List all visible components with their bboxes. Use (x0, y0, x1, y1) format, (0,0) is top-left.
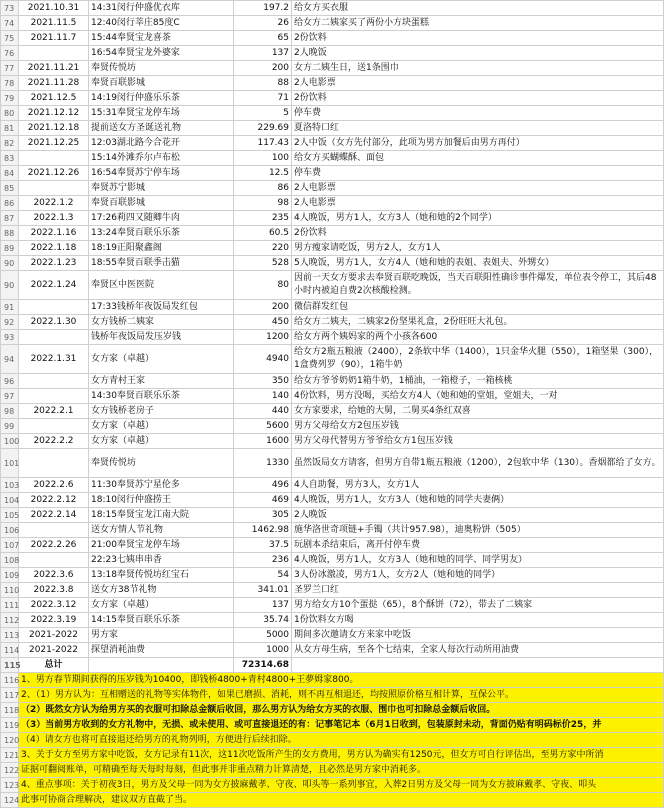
event-cell[interactable]: 16:54奉贤宝龙外婆家 (89, 46, 234, 61)
amount-cell[interactable]: 5000 (234, 628, 292, 643)
note-text[interactable]: 1、男方春节期间获得的压岁钱为10400，即钱桥4800+青村4800+王夢姆家800。 (19, 673, 664, 688)
table-row (1, 181, 664, 196)
note-cell[interactable]: 给女方二姨家买了两份小方块蛋糕 (292, 16, 664, 31)
note-cell[interactable]: 玩剧本杀结束后，离开付停车费 (292, 538, 664, 553)
row-number[interactable]: 106 (1, 523, 19, 538)
note-cell[interactable]: 4人晚饭，男方1人，女方3人（她和她的同学、同学男友） (292, 553, 664, 568)
table-row (1, 151, 664, 166)
row-number[interactable]: 98 (1, 404, 19, 419)
row-number[interactable]: 94 (1, 345, 19, 374)
row-number[interactable]: 87 (1, 211, 19, 226)
table-row (1, 523, 664, 538)
amount-cell[interactable]: 236 (234, 553, 292, 568)
row-number[interactable]: 123 (1, 778, 19, 793)
event-cell[interactable]: 21:00奉贤宝龙停车场 (89, 538, 234, 553)
date-cell[interactable]: 2021.12.26 (19, 166, 89, 181)
table-row (1, 330, 664, 345)
note-cell[interactable]: 停车费 (292, 106, 664, 121)
event-cell[interactable]: 11:30奉贤苏宁星伦多 (89, 478, 234, 493)
event-cell[interactable]: 18:15奉贤宝龙江南大院 (89, 508, 234, 523)
amount-cell[interactable]: 86 (234, 181, 292, 196)
date-cell[interactable]: 2021.11.21 (19, 61, 89, 76)
date-cell[interactable] (19, 151, 89, 166)
row-number[interactable]: 121 (1, 748, 19, 763)
amount-cell[interactable]: 54 (234, 568, 292, 583)
row-number[interactable]: 101 (1, 449, 19, 478)
row-number[interactable]: 88 (1, 226, 19, 241)
table-row (1, 226, 664, 241)
row-number[interactable]: 79 (1, 91, 19, 106)
total-label[interactable]: 总计 (19, 658, 89, 673)
table-row (1, 404, 664, 419)
row-number[interactable]: 84 (1, 166, 19, 181)
table-row (1, 389, 664, 404)
amount-cell[interactable]: 100 (234, 151, 292, 166)
table-row (1, 300, 664, 315)
table-row (1, 271, 664, 300)
row-number[interactable]: 105 (1, 508, 19, 523)
date-cell[interactable]: 2021.12.12 (19, 106, 89, 121)
total-row (1, 658, 664, 673)
note-cell[interactable]: 2人晚饭 (292, 508, 664, 523)
row-number[interactable]: 99 (1, 419, 19, 434)
amount-cell[interactable]: 200 (234, 300, 292, 315)
note-cell[interactable]: 停车费 (292, 166, 664, 181)
row-number[interactable]: 124 (1, 793, 19, 808)
row-number[interactable]: 104 (1, 493, 19, 508)
note-cell[interactable]: 2份饮料 (292, 31, 664, 46)
row-number[interactable]: 117 (1, 688, 19, 703)
note-cell[interactable]: 4人自助餐，男方3人，女方1人 (292, 478, 664, 493)
amount-cell[interactable]: 137 (234, 46, 292, 61)
note-cell[interactable]: 从女方母生病，至各个七结束，全家人每次行动所用油费 (292, 643, 664, 658)
table-row (1, 31, 664, 46)
table-row (1, 613, 664, 628)
amount-cell[interactable]: 305 (234, 508, 292, 523)
date-cell[interactable] (19, 553, 89, 568)
note-text[interactable]: 此事可协商合理解决，建议双方直截了当。 (19, 793, 664, 808)
amount-cell[interactable]: 229.69 (234, 121, 292, 136)
note-cell[interactable]: 女方家要求，给她的大舅，二舅买4条红双喜 (292, 404, 664, 419)
date-cell[interactable]: 2021.12.5 (19, 91, 89, 106)
event-cell[interactable]: 女方家（卓越） (89, 598, 234, 613)
row-number[interactable]: 114 (1, 643, 19, 658)
date-cell[interactable]: 2022.3.8 (19, 583, 89, 598)
row-number[interactable]: 115 (1, 658, 19, 673)
amount-cell[interactable]: 71 (234, 91, 292, 106)
date-cell[interactable]: 2022.3.6 (19, 568, 89, 583)
row-number[interactable]: 83 (1, 151, 19, 166)
date-cell[interactable] (19, 523, 89, 538)
table-row (1, 196, 664, 211)
date-cell[interactable] (19, 46, 89, 61)
event-cell[interactable]: 女方家（卓越） (89, 419, 234, 434)
note-cell[interactable]: 圣罗兰口红 (292, 583, 664, 598)
row-number[interactable]: 89 (1, 241, 19, 256)
date-cell[interactable]: 2022.3.19 (19, 613, 89, 628)
table-row (1, 643, 664, 658)
note-cell[interactable]: 给女方爷爷奶奶1箱牛奶，1桶油，一箱橙子，一箱核桃 (292, 374, 664, 389)
table-row (1, 568, 664, 583)
row-number[interactable]: 85 (1, 181, 19, 196)
event-cell[interactable]: 奉贤百联影城 (89, 76, 234, 91)
table-row (1, 478, 664, 493)
row-number[interactable]: 112 (1, 613, 19, 628)
event-cell[interactable]: 17:26莉四又随卿牛肉 (89, 211, 234, 226)
table-row (1, 121, 664, 136)
date-cell[interactable]: 2022.2.26 (19, 538, 89, 553)
amount-cell[interactable]: 528 (234, 256, 292, 271)
note-row (1, 673, 664, 688)
row-number[interactable]: 96 (1, 374, 19, 389)
note-cell[interactable]: 4人晚饭，男方1人，女方3人（她和她的同学夫妻俩） (292, 493, 664, 508)
note-cell[interactable]: 夏洛特口红 (292, 121, 664, 136)
row-number[interactable]: 107 (1, 538, 19, 553)
date-cell[interactable]: 2021.11.28 (19, 76, 89, 91)
note-cell[interactable]: 男方父母给女方2包压岁钱 (292, 419, 664, 434)
event-cell[interactable]: 12:03湖北路今合花开 (89, 136, 234, 151)
note-cell[interactable]: 给女方二姨夫，二姨家2份坚果礼盒，2份旺旺大礼包。 (292, 315, 664, 330)
amount-cell[interactable]: 440 (234, 404, 292, 419)
amount-cell[interactable]: 220 (234, 241, 292, 256)
date-cell[interactable] (19, 389, 89, 404)
date-cell[interactable]: 2022.1.16 (19, 226, 89, 241)
date-cell[interactable]: 2022.1.3 (19, 211, 89, 226)
row-number[interactable]: 91 (1, 300, 19, 315)
row-number[interactable]: 108 (1, 553, 19, 568)
date-cell[interactable]: 2022.1.24 (19, 271, 89, 300)
row-number[interactable]: 74 (1, 16, 19, 31)
date-cell[interactable]: 2022.1.23 (19, 256, 89, 271)
amount-cell[interactable]: 1462.98 (234, 523, 292, 538)
date-cell[interactable]: 2021.10.31 (19, 1, 89, 16)
table-row (1, 345, 664, 374)
event-cell[interactable]: 13:24奉贤百联乐乐茶 (89, 226, 234, 241)
row-number[interactable]: 120 (1, 733, 19, 748)
table-row (1, 106, 664, 121)
amount-cell[interactable]: 98 (234, 196, 292, 211)
event-cell[interactable]: 探望消耗油费 (89, 643, 234, 658)
note-text[interactable]: （2）既然女方认为给男方买的衣服可扣除总金额后收回，那么男方认为给女方买的衣服、围巾也可扣除总金额后收回。 (19, 703, 664, 718)
note-row (1, 718, 664, 733)
event-cell[interactable]: 女方家（卓越） (89, 345, 234, 374)
note-row (1, 748, 664, 763)
row-number[interactable]: 76 (1, 46, 19, 61)
date-cell[interactable]: 2022.3.12 (19, 598, 89, 613)
table-row (1, 256, 664, 271)
amount-cell[interactable]: 88 (234, 76, 292, 91)
event-cell[interactable]: 提前送女方圣诞送礼物 (89, 121, 234, 136)
table-row (1, 315, 664, 330)
table-row (1, 598, 664, 613)
row-number[interactable]: 93 (1, 330, 19, 345)
note-cell[interactable]: 2人中饭（女方先付部分，此项为男方加餐后由男方再付） (292, 136, 664, 151)
date-cell[interactable]: 2022.2.1 (19, 404, 89, 419)
note-cell[interactable]: 5人晚饭，男方1人，女方4人（她和她的表姐、表姐夫、外甥女） (292, 256, 664, 271)
event-cell[interactable]: 女方青村王家 (89, 374, 234, 389)
event-cell[interactable]: 奉贤传悦坊 (89, 449, 234, 478)
note-cell[interactable]: 男方给女方10个蛋挞（65），8个酥饼（72），带去了二姨家 (292, 598, 664, 613)
event-cell[interactable]: 14:19闵行仲盛乐乐茶 (89, 91, 234, 106)
event-cell[interactable]: 18:55奉贤百联季击猫 (89, 256, 234, 271)
date-cell[interactable] (19, 181, 89, 196)
event-cell[interactable]: 22:23七姨串串香 (89, 553, 234, 568)
date-cell[interactable]: 2022.2.12 (19, 493, 89, 508)
date-cell[interactable]: 2022.1.31 (19, 345, 89, 374)
note-row (1, 793, 664, 808)
date-cell[interactable]: 2021.11.7 (19, 31, 89, 46)
row-number[interactable]: 111 (1, 598, 19, 613)
note-cell[interactable]: 女方二姨生日，送1条围巾 (292, 61, 664, 76)
event-cell[interactable]: 15:14外滩乔尔卢布松 (89, 151, 234, 166)
table-row (1, 419, 664, 434)
total-amount[interactable]: 72314.68 (234, 658, 292, 673)
note-cell[interactable]: 给女方2瓶五粮液（2400），2条软中华（1400），1只金华火腿（550），1箱坚果（300），1盒费列罗（90），1箱牛奶 (292, 345, 664, 374)
date-cell[interactable]: 2021.12.25 (19, 136, 89, 151)
note-row (1, 733, 664, 748)
note-cell[interactable]: 2人电影票 (292, 76, 664, 91)
note-cell[interactable]: 施华洛世奇项链+手镯（共计957.98），迪奥粉饼（505） (292, 523, 664, 538)
amount-cell[interactable]: 137 (234, 598, 292, 613)
note-cell[interactable]: 微信群发红包 (292, 300, 664, 315)
amount-cell[interactable]: 37.5 (234, 538, 292, 553)
amount-cell[interactable]: 5600 (234, 419, 292, 434)
event-cell[interactable]: 15:31奉贤宝龙停车场 (89, 106, 234, 121)
amount-cell[interactable]: 80 (234, 271, 292, 300)
note-row (1, 778, 664, 793)
event-cell[interactable]: 奉贤苏宁影城 (89, 181, 234, 196)
table-row (1, 241, 664, 256)
row-number[interactable]: 90 (1, 256, 19, 271)
amount-cell[interactable]: 60.5 (234, 226, 292, 241)
note-text[interactable]: （4）请女方也将可直接退还给男方的礼物列明，方便进行后续扣除。 (19, 733, 664, 748)
table-row (1, 16, 664, 31)
event-cell[interactable]: 15:44奉贤宝龙喜茶 (89, 31, 234, 46)
date-cell[interactable]: 2022.1.2 (19, 196, 89, 211)
date-cell[interactable]: 2021-2022 (19, 643, 89, 658)
note-row (1, 688, 664, 703)
event-cell[interactable]: 送女方情人节礼物 (89, 523, 234, 538)
date-cell[interactable]: 2022.2.2 (19, 434, 89, 449)
table-row (1, 508, 664, 523)
amount-cell[interactable]: 235 (234, 211, 292, 226)
table-row (1, 449, 664, 478)
amount-cell[interactable]: 4940 (234, 345, 292, 374)
table-row (1, 76, 664, 91)
row-number[interactable]: 78 (1, 76, 19, 91)
event-cell[interactable]: 奉贤百联影城 (89, 196, 234, 211)
amount-cell[interactable]: 200 (234, 61, 292, 76)
note-cell[interactable]: 男方瘦家请吃饭，男方2人，女方1人 (292, 241, 664, 256)
amount-cell[interactable]: 1600 (234, 434, 292, 449)
date-cell[interactable]: 2022.1.18 (19, 241, 89, 256)
event-cell[interactable]: 男方家 (89, 628, 234, 643)
event-cell[interactable]: 女方家（卓越） (89, 434, 234, 449)
note-cell[interactable]: 男方父母代替男方爷爷给女方1包压岁钱 (292, 434, 664, 449)
table-row (1, 553, 664, 568)
event-cell[interactable]: 钱桥年夜饭局发压岁钱 (89, 330, 234, 345)
note-cell[interactable]: 期间多次邀请女方来家中吃饭 (292, 628, 664, 643)
amount-cell[interactable]: 496 (234, 478, 292, 493)
row-number[interactable]: 81 (1, 121, 19, 136)
date-cell[interactable]: 2021-2022 (19, 628, 89, 643)
amount-cell[interactable]: 350 (234, 374, 292, 389)
empty-cell[interactable] (292, 658, 664, 673)
event-cell[interactable]: 奉贤区中医医院 (89, 271, 234, 300)
table-row (1, 628, 664, 643)
note-cell[interactable]: 给女方买蝴蝶酥、面包 (292, 151, 664, 166)
amount-cell[interactable]: 5 (234, 106, 292, 121)
date-cell[interactable] (19, 419, 89, 434)
date-cell[interactable]: 2022.2.6 (19, 478, 89, 493)
event-cell[interactable]: 18:19正阳聚鑫阁 (89, 241, 234, 256)
row-number[interactable]: 77 (1, 61, 19, 76)
event-cell[interactable]: 17:33钱桥年夜饭局发红包 (89, 300, 234, 315)
table-row (1, 91, 664, 106)
event-cell[interactable]: 女方钱桥二姨家 (89, 315, 234, 330)
table-row (1, 166, 664, 181)
note-text[interactable]: 4、重点事项：关于初夜3日，男方及父母一同为女方披麻戴孝、守夜、叩头等一系列事宜，入葬2日男方及父母一同为女方披麻戴孝、守夜、叩头 (19, 778, 664, 793)
table-row (1, 211, 664, 226)
amount-cell[interactable]: 117.43 (234, 136, 292, 151)
note-cell[interactable]: 2人电影票 (292, 181, 664, 196)
row-number[interactable]: 110 (1, 583, 19, 598)
table-row (1, 583, 664, 598)
table-row (1, 434, 664, 449)
event-cell[interactable]: 14:15奉贤百联乐乐茶 (89, 613, 234, 628)
note-text[interactable]: 3、关于女方至男方家中吃饭，女方记录有11次，这11次吃饭所产生的女方费用，男方认为确实有1250元，但女方可自行评估出，至男方家中所消 (19, 748, 664, 763)
row-number[interactable]: 75 (1, 31, 19, 46)
date-cell[interactable] (19, 300, 89, 315)
note-text[interactable]: （3）当前男方收到的女方礼物中，无损、或未使用、或可直接退还的有：记事笔记本（6月1日收到，包装原封未动，背面仍贴有明码标价25，并 (19, 718, 664, 733)
amount-cell[interactable]: 12.5 (234, 166, 292, 181)
note-cell[interactable]: 因前一天女方要求去奉贤百联吃晚饭，当天百联阳性确诊事件爆发，单位表令停工，其后48小时内被迫自费2次核酸检测。 (292, 271, 664, 300)
note-cell[interactable]: 2份饮料 (292, 226, 664, 241)
row-number[interactable]: 82 (1, 136, 19, 151)
note-cell[interactable]: 2份饮料 (292, 91, 664, 106)
amount-cell[interactable]: 140 (234, 389, 292, 404)
event-cell[interactable]: 16:54奉贤苏宁停车场 (89, 166, 234, 181)
date-cell[interactable]: 2021.11.5 (19, 16, 89, 31)
spreadsheet-body (1, 1, 664, 808)
amount-cell[interactable]: 450 (234, 315, 292, 330)
note-cell[interactable]: 3人份冰激凌，男方1人，女方2人（她和她的同学） (292, 568, 664, 583)
amount-cell[interactable]: 1000 (234, 643, 292, 658)
row-number[interactable]: 122 (1, 763, 19, 778)
row-number[interactable]: 80 (1, 106, 19, 121)
row-number[interactable]: 113 (1, 628, 19, 643)
row-number[interactable]: 103 (1, 478, 19, 493)
date-cell[interactable]: 2022.2.14 (19, 508, 89, 523)
event-cell[interactable]: 14:30奉贤百联乐乐茶 (89, 389, 234, 404)
event-cell[interactable]: 18:10闵行仲盛捞王 (89, 493, 234, 508)
table-row (1, 374, 664, 389)
amount-cell[interactable]: 1200 (234, 330, 292, 345)
note-text[interactable]: 证据可翻阅账单，可精确至每天每时每刻，但此事并非重点精力计算清楚，且必然是男方家中消耗多。 (19, 763, 664, 778)
date-cell[interactable] (19, 374, 89, 389)
note-row (1, 703, 664, 718)
event-cell[interactable]: 送女方38节礼物 (89, 583, 234, 598)
note-cell[interactable]: 2人晚饭 (292, 46, 664, 61)
row-number[interactable]: 116 (1, 673, 19, 688)
note-cell[interactable]: 2人电影票 (292, 196, 664, 211)
note-cell[interactable]: 虽然饭局女方请客，但男方自带1瓶五粮液（1200），2包软中华（130）。香烟都给了女方。 (292, 449, 664, 478)
row-number[interactable]: 118 (1, 703, 19, 718)
note-row (1, 763, 664, 778)
date-cell[interactable]: 2022.1.30 (19, 315, 89, 330)
empty-cell[interactable] (89, 658, 234, 673)
row-number[interactable]: 92 (1, 315, 19, 330)
table-row (1, 136, 664, 151)
note-cell[interactable]: 4人晚饭，男方1人，女方3人（她和她的2个同学） (292, 211, 664, 226)
row-number[interactable]: 100 (1, 434, 19, 449)
note-cell[interactable]: 给女方买衣服 (292, 1, 664, 16)
amount-cell[interactable]: 469 (234, 493, 292, 508)
table-row (1, 538, 664, 553)
event-cell[interactable]: 女方钱桥老房子 (89, 404, 234, 419)
row-number[interactable]: 90 (1, 271, 19, 300)
amount-cell[interactable]: 1330 (234, 449, 292, 478)
row-number[interactable]: 109 (1, 568, 19, 583)
amount-cell[interactable]: 26 (234, 16, 292, 31)
note-text[interactable]: 2、（1）男方认为：互相赠送的礼物等实体物件，如果已磨损、消耗，则不再互相退还，均按照原价格互相计算，互保公平。 (19, 688, 664, 703)
table-row (1, 1, 664, 16)
note-cell[interactable]: 1份饮料女方喝 (292, 613, 664, 628)
amount-cell[interactable]: 197.2 (234, 1, 292, 16)
table-row (1, 46, 664, 61)
table-row (1, 61, 664, 76)
event-cell[interactable]: 13:18奉贤传悦坊红宝石 (89, 568, 234, 583)
event-cell[interactable]: 奉贤传悦坊 (89, 61, 234, 76)
amount-cell[interactable]: 65 (234, 31, 292, 46)
date-cell[interactable] (19, 330, 89, 345)
date-cell[interactable] (19, 449, 89, 478)
row-number[interactable]: 86 (1, 196, 19, 211)
row-number[interactable]: 97 (1, 389, 19, 404)
note-cell[interactable]: 给女方两个姨妈家的两个小孩各600 (292, 330, 664, 345)
note-cell[interactable]: 4份饮料，男方没喝，买给女方4人（她和她的堂姐，堂姐夫，一对 (292, 389, 664, 404)
date-cell[interactable]: 2021.12.18 (19, 121, 89, 136)
event-cell[interactable]: 14:31闵行仲盛优衣库 (89, 1, 234, 16)
amount-cell[interactable]: 341.01 (234, 583, 292, 598)
row-number[interactable]: 119 (1, 718, 19, 733)
table-row (1, 493, 664, 508)
amount-cell[interactable]: 35.74 (234, 613, 292, 628)
event-cell[interactable]: 12:40闵行莘庄85度C (89, 16, 234, 31)
row-number[interactable]: 73 (1, 1, 19, 16)
